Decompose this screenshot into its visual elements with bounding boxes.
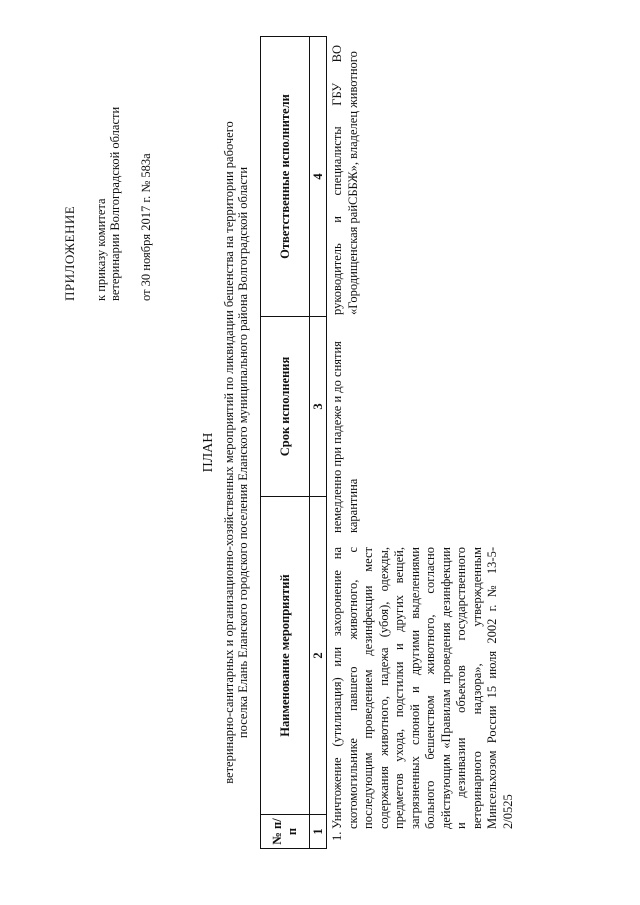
plan-title: ПЛАН	[201, 432, 216, 473]
header-measure: Наименование мероприятий	[261, 497, 310, 815]
appendix-line-2: ветеринарии Волгоградской области	[108, 106, 122, 301]
table-column-numbers-row	[310, 37, 327, 849]
plan-subtitle-line-1: ветеринарно-санитарных и организационно-хозяйственных мероприятий по ликвидации бешенства на территории рабочего	[222, 121, 236, 784]
table-header-row	[261, 37, 310, 849]
header-number: № п/п	[261, 815, 310, 849]
plan-subtitle-line-2: поселка Елань Еланского городского поселения Еланского муниципального района Волгоградской области	[236, 166, 250, 739]
plan-table	[260, 36, 327, 849]
column-number: 2	[310, 497, 327, 815]
row-deadline: немедленно при падеже и до снятия карантина	[330, 341, 360, 533]
appendix-line-3: от 30 ноября 2017 г. № 583а	[139, 153, 153, 301]
row-measure: Уничтожение (утилизация) или захоронение на скотомогильнике павшего животного, с последующим проведением дезинфекции мест содержания животного, падежа (убоя), одежды, предметов ухода, подстилки и других вещей, загрязненных слюной и другими выделениями больного бешенством животного, согласно действующим «Правилам проведения дезинфекции и дезинвазии объектов государственного ветеринарного надзора», утвержденным Минсельхозом России 15 июля 2002 г. № 13-5-2/0525	[330, 547, 515, 829]
row-number: 1.	[330, 831, 344, 841]
column-number: 1	[310, 815, 327, 849]
row-responsible: руководитель и специалисты ГБУ ВО «Городищенская райСББЖ», владелец животного	[330, 45, 360, 315]
appendix-line-1: к приказу комитета	[94, 198, 108, 301]
header-responsible: Ответственные исполнители	[261, 37, 310, 317]
header-deadline: Срок исполнения	[261, 317, 310, 497]
column-number: 3	[310, 317, 327, 497]
appendix-title: ПРИЛОЖЕНИЕ	[62, 205, 77, 301]
column-number: 4	[310, 37, 327, 317]
